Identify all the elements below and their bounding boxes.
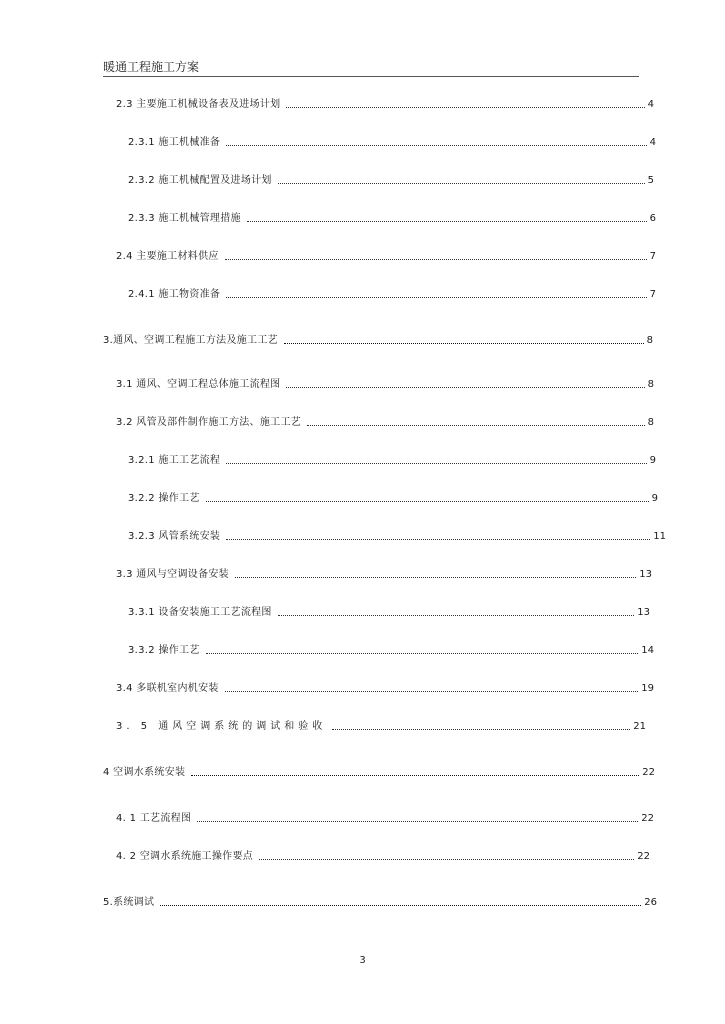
toc-entry[interactable] [128, 453, 658, 467]
toc-entry-label: 2.4.1 施工物资准备 [128, 289, 221, 300]
toc-entry-page: 13 [639, 569, 652, 580]
toc-entry-label: 2.3.1 施工机械准备 [128, 137, 221, 148]
toc-entry-page: 4 [647, 99, 654, 110]
toc-leader [278, 615, 635, 616]
page-number: 3 [359, 955, 366, 966]
toc-leader [191, 775, 639, 776]
toc-leader [286, 107, 644, 108]
toc-entry-page: 8 [647, 417, 654, 428]
toc-entry-label: 4. 1 工艺流程图 [116, 813, 192, 824]
toc-entry-page: 5 [647, 175, 654, 186]
toc-entry[interactable] [128, 135, 658, 149]
toc-entry-page: 7 [649, 251, 656, 262]
toc-leader [247, 221, 647, 222]
toc-entry[interactable] [116, 415, 656, 429]
toc-entry-label: 2.3.3 施工机械管理措施 [128, 213, 241, 224]
toc-entry[interactable] [116, 719, 648, 733]
toc-leader [160, 905, 641, 906]
toc-entry-page: 8 [647, 379, 654, 390]
toc-entry-page: 9 [649, 455, 656, 466]
toc-leader [226, 463, 646, 464]
toc-leader [225, 691, 639, 692]
toc-entry[interactable] [128, 491, 660, 505]
toc-entry[interactable] [103, 765, 657, 779]
toc-entry-page: 22 [637, 851, 650, 862]
toc-leader [226, 297, 646, 298]
toc-entry-label: 3.2.2 操作工艺 [128, 493, 200, 504]
toc-entry-page: 6 [649, 213, 656, 224]
toc-leader [226, 145, 646, 146]
toc-entry-label: 3.2.3 风管系统安装 [128, 531, 221, 542]
toc-entry-page: 11 [653, 531, 666, 542]
toc-entry-page: 26 [644, 897, 657, 908]
toc-entry-label: 3.通风、空调工程施工方法及施工工艺 [103, 335, 278, 346]
toc-entry-page: 9 [651, 493, 658, 504]
toc-entry-page: 21 [633, 721, 646, 732]
toc-entry[interactable] [116, 567, 654, 581]
toc-leader [226, 539, 650, 540]
toc-leader [235, 577, 636, 578]
toc-entry-label: 4. 2 空调水系统施工操作要点 [116, 851, 254, 862]
toc-leader [332, 729, 630, 730]
toc-entry[interactable] [128, 211, 658, 225]
toc-entry[interactable] [116, 849, 652, 863]
toc-entry-page: 22 [641, 813, 654, 824]
toc-entry-label: 3.3 通风与空调设备安装 [116, 569, 229, 580]
toc-entry-page: 22 [642, 767, 655, 778]
toc-entry[interactable] [128, 643, 656, 657]
toc-entry-label: 3.2 风管及部件制作施工方法、施工工艺 [116, 417, 302, 428]
toc-entry-label: 3. 5 通风空调系统的调试和验收 [116, 721, 327, 732]
toc-leader [197, 821, 638, 822]
toc-leader [286, 387, 644, 388]
toc-leader [206, 501, 649, 502]
toc-entry-page: 4 [649, 137, 656, 148]
header-divider [103, 76, 639, 77]
toc-entry[interactable] [128, 605, 652, 619]
toc-leader [284, 343, 644, 344]
toc-entry[interactable] [128, 173, 656, 187]
toc-entry-label: 2.4 主要施工材料供应 [116, 251, 219, 262]
toc-entry[interactable] [103, 333, 655, 347]
toc-entry-label: 4 空调水系统安装 [103, 767, 186, 778]
toc-leader [206, 653, 639, 654]
toc-entry-label: 3.4 多联机室内机安装 [116, 683, 219, 694]
toc-entry-page: 7 [649, 289, 656, 300]
running-header: 暖通工程施工方案 [103, 60, 200, 74]
toc-leader [278, 183, 645, 184]
toc-entry[interactable] [116, 377, 656, 391]
toc-entry-label: 3.2.1 施工工艺流程 [128, 455, 221, 466]
toc-entry-label: 2.3.2 施工机械配置及进场计划 [128, 175, 272, 186]
toc-leader [307, 425, 645, 426]
toc-leader [259, 859, 634, 860]
toc-entry-label: 3.3.2 操作工艺 [128, 645, 200, 656]
toc-entry-page: 13 [637, 607, 650, 618]
toc-entry[interactable] [116, 97, 656, 111]
toc-entry[interactable] [128, 287, 658, 301]
toc-entry-label: 2.3 主要施工机械设备表及进场计划 [116, 99, 281, 110]
toc-entry[interactable] [128, 529, 668, 543]
toc-entry-page: 14 [641, 645, 654, 656]
toc-entry[interactable] [116, 811, 656, 825]
toc-leader [225, 259, 647, 260]
toc-entry-label: 3.1 通风、空调工程总体施工流程图 [116, 379, 281, 390]
toc-entry-page: 8 [646, 335, 653, 346]
toc-entry-page: 19 [641, 683, 654, 694]
toc-entry-label: 3.3.1 设备安装施工工艺流程图 [128, 607, 272, 618]
toc-entry[interactable] [116, 249, 658, 263]
toc-entry[interactable] [116, 681, 656, 695]
toc-entry[interactable] [103, 895, 659, 909]
toc-entry-label: 5.系统调试 [103, 897, 155, 908]
